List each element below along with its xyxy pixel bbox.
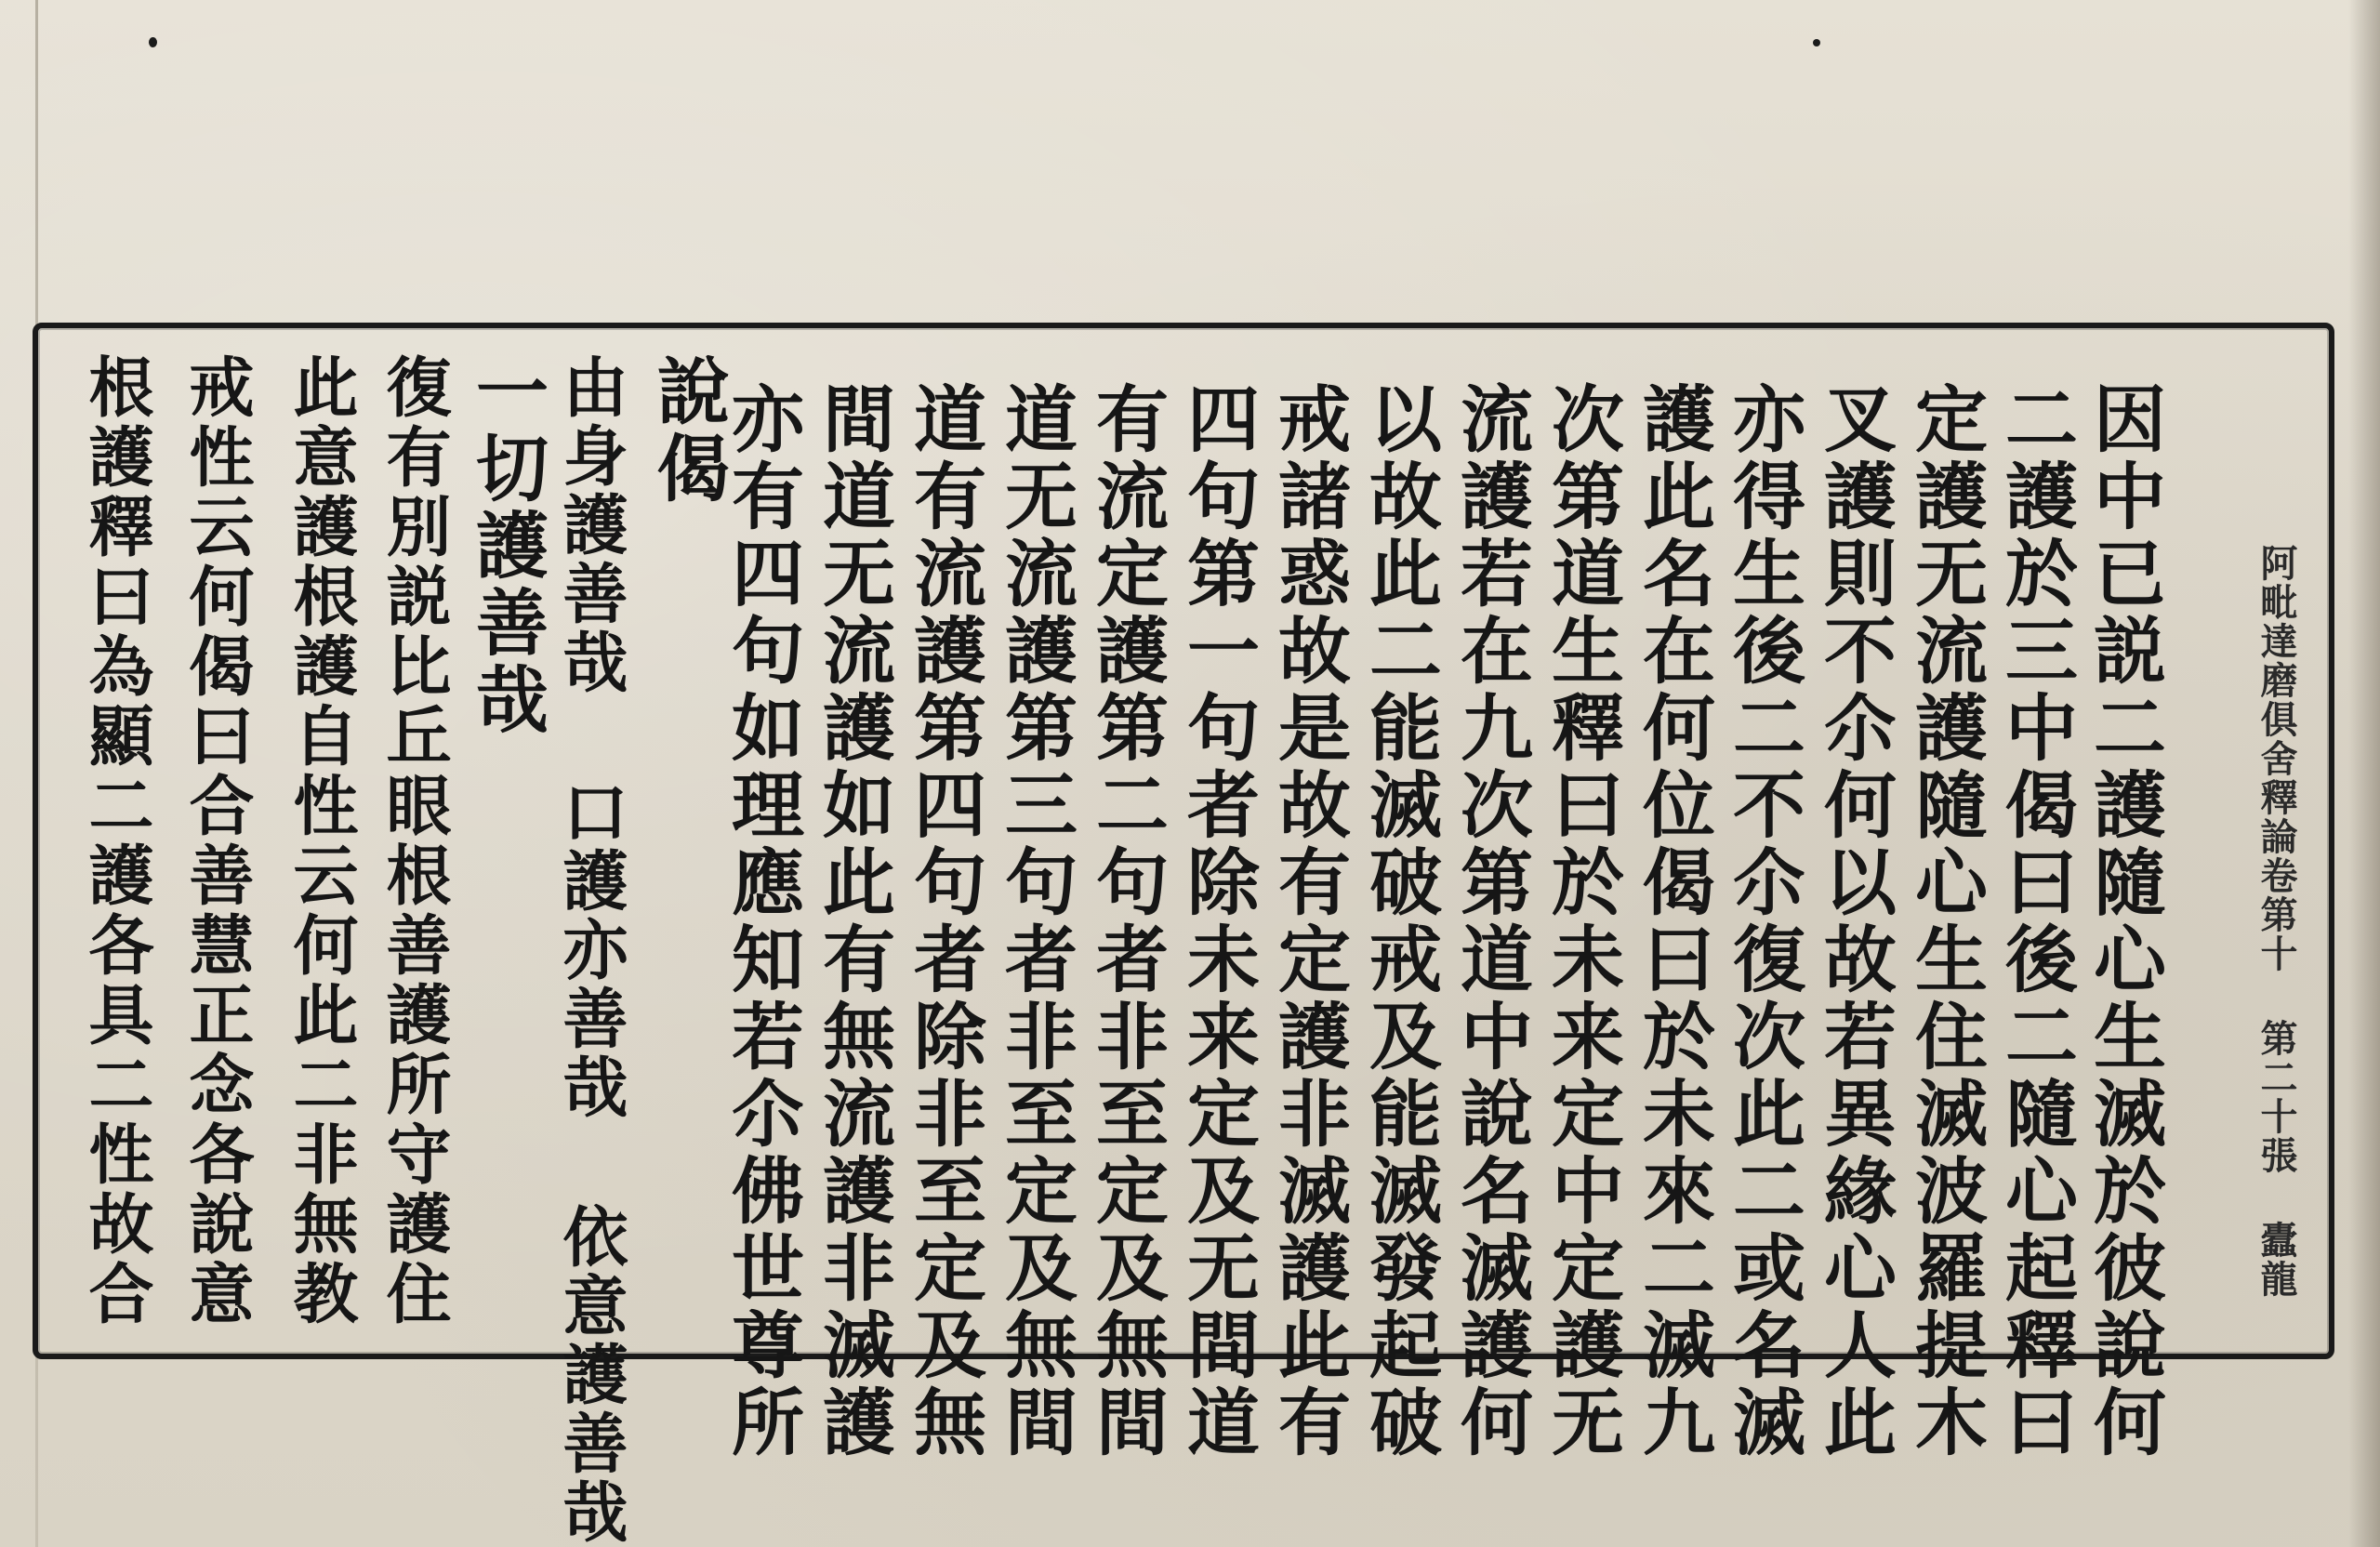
text-column: 此意護根護自性云何此二非無教 [283, 353, 360, 1329]
margin-title: 阿毗達磨俱舍釋論卷第十 第二十張 蠹龍 [2254, 544, 2298, 1299]
ink-spot [149, 37, 157, 47]
text-column: 根護釋曰為顯二護各具二性故合 [78, 353, 155, 1329]
text-column: 以故此二能滅破戒及能滅發起破 [1357, 381, 1442, 1461]
text-column: 因中已説二護隨心生滅於彼說何 [2082, 381, 2166, 1461]
text-column: 復有別説比丘眼根善護所守護住 [376, 353, 453, 1329]
text-column: 流護若在九次第道中說名滅護何 [1448, 381, 1533, 1461]
text-column: 四句第一句者除未来定及无間道 [1175, 381, 1260, 1461]
text-column: 間道无流護如此有無流護非滅護 [811, 381, 895, 1461]
text-column: 護此名在何位偈曰於未來二滅九 [1631, 381, 1715, 1461]
text-column: 戒性云何偈曰合善慧正念各說意 [178, 353, 256, 1329]
text-column: 一切護善哉 [464, 353, 549, 739]
text-column: 叉護則不尒何以故若異緣心人此 [1812, 381, 1897, 1461]
text-column: 戒諸惑故是故有定護非滅護此有 [1266, 381, 1351, 1461]
page-right-edge [2348, 0, 2380, 1547]
text-column: 亦有四句如理應知若尒佛世尊所 [720, 381, 804, 1461]
text-column: 說偈 [645, 353, 730, 508]
text-column: 二護於三中偈曰後二隨心起釋曰 [1993, 381, 2078, 1461]
text-column: 有流定護第二句者非至定及無間 [1084, 381, 1169, 1461]
text-column: 次第道生釋曰於未来定中定護无 [1540, 381, 1624, 1461]
text-column: 亦得生後二不尒復次此二或名滅 [1721, 381, 1805, 1461]
text-column: 道无流護第三句者非至定及無間 [993, 381, 1078, 1461]
text-column: 道有流護第四句者除非至定及無 [902, 381, 986, 1461]
ink-spot [1813, 39, 1820, 46]
text-column: 定護无流護隨心生住滅波羅提木 [1903, 381, 1988, 1461]
text-column: 由身護善哉 口護亦善哉 依意護善哉 [552, 353, 629, 1547]
